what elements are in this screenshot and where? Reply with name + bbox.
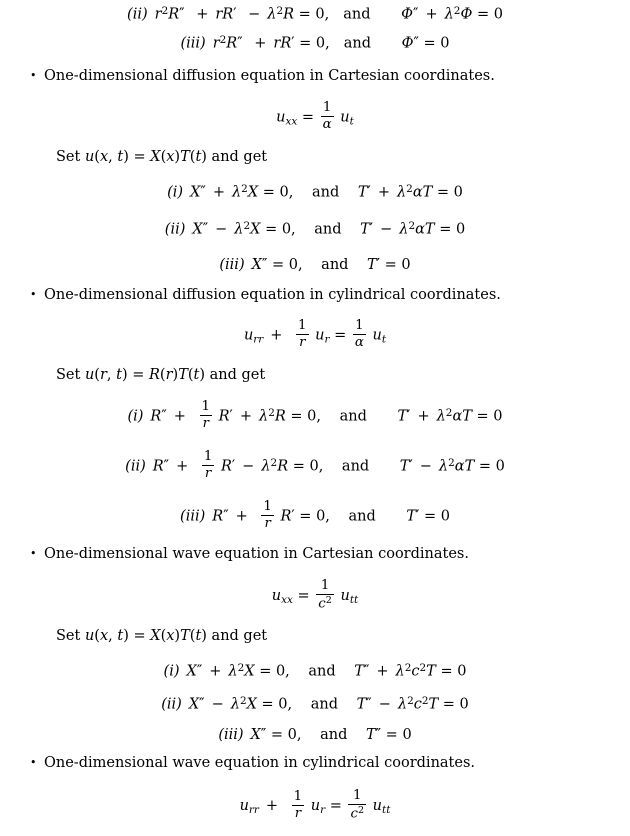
equation-d2-ii: (ii) R″ + $\frac{1}{r}$ $R' - \lambda^2R = 0$, and $T' - \lambda^2\alpha T = 0$ bbox=[125, 448, 505, 481]
bullet-item-diffusion-cylindrical bbox=[0, 287, 630, 303]
document-page bbox=[0, 6, 630, 836]
equation-wave-cartesian: $u_{xx}$ = $\frac{1}{c^2}$ $u_{tt}$ bbox=[271, 577, 359, 611]
equation-d1-iii: (iii) X″ = 0, and T′ = 0 bbox=[219, 256, 411, 273]
equation-w1-ii: (ii) $X'' - \lambda^2X = 0$, and $T'' - \lambda^2c^2T = 0$ bbox=[161, 694, 469, 713]
equation-w1-iii: (iii) X″ = 0, and T″ = 0 bbox=[218, 727, 412, 744]
bullet-item-wave-cartesian bbox=[0, 546, 630, 562]
bullet-item-diffusion-cartesian bbox=[0, 68, 630, 84]
equation-d1-i: (i) $X'' + \lambda^2X = 0$, and $T' + \lambda^2\alpha T = 0$ bbox=[167, 183, 463, 201]
equation-ii-polar: (ii) $r^2R'' + rR' - \lambda^2R = 0$, and $\Phi'' + \lambda^2\Phi = 0$ bbox=[127, 5, 503, 23]
equation-wave-cylindrical: $u_{rr}$ + $\frac{1}{r}$ $u_r$ = $\frac{1}{c^2}$ $u_{tt}$ bbox=[239, 788, 391, 822]
bullet-icon: • bbox=[30, 546, 37, 560]
bullet-icon: • bbox=[30, 287, 37, 301]
bullet-label-4: One-dimensional wave equation in cylindrical coordinates. bbox=[44, 755, 476, 772]
bullet-label-1: One-dimensional diffusion equation in Cartesian coordinates. bbox=[44, 68, 495, 85]
equation-d1-ii: (ii) $X'' - \lambda^2X = 0$, and $T' - \lambda^2\alpha T = 0$ bbox=[164, 219, 466, 238]
bullet-item-wave-cylindrical bbox=[0, 755, 630, 771]
set-statement-3: Set u(x, t) = X(x)T(t) and get bbox=[56, 627, 268, 644]
set-statement-2: Set u(r, t) = R(r)T(t) and get bbox=[56, 366, 266, 383]
equation-w1-i: (i) $X'' + \lambda^2X = 0$, and $T'' + \lambda^2c^2T = 0$ bbox=[163, 661, 467, 680]
bullet-label-2: One-dimensional diffusion equation in cylindrical coordinates. bbox=[44, 286, 501, 303]
equation-d2-iii: (iii) R″ + $\frac{1}{r}$ R′ = 0, and T′ = 0 bbox=[180, 498, 450, 531]
bullet-icon: • bbox=[30, 756, 37, 770]
set-statement-1: Set u(x, t) = X(x)T(t) and get bbox=[56, 149, 268, 166]
equation-diffusion-cartesian: $u_{xx}$ = $\frac{1}{\alpha}$ $u_t$ bbox=[276, 100, 354, 133]
equation-d2-i: (i) R″ + $\frac{1}{r}$ $R' + \lambda^2R = 0$, and $T' + \lambda^2\alpha T = 0$ bbox=[127, 398, 503, 431]
bullet-icon: • bbox=[30, 69, 37, 83]
equation-iii-polar: (iii) $r^2R'' + rR' = 0$, and Φ″ = 0 bbox=[180, 33, 450, 52]
bullet-label-3: One-dimensional wave equation in Cartesian coordinates. bbox=[44, 545, 469, 562]
equation-diffusion-cylindrical: $u_{rr}$ + $\frac{1}{r}$ $u_r$ = $\frac{1}{\alpha}$ $u_t$ bbox=[243, 317, 387, 350]
